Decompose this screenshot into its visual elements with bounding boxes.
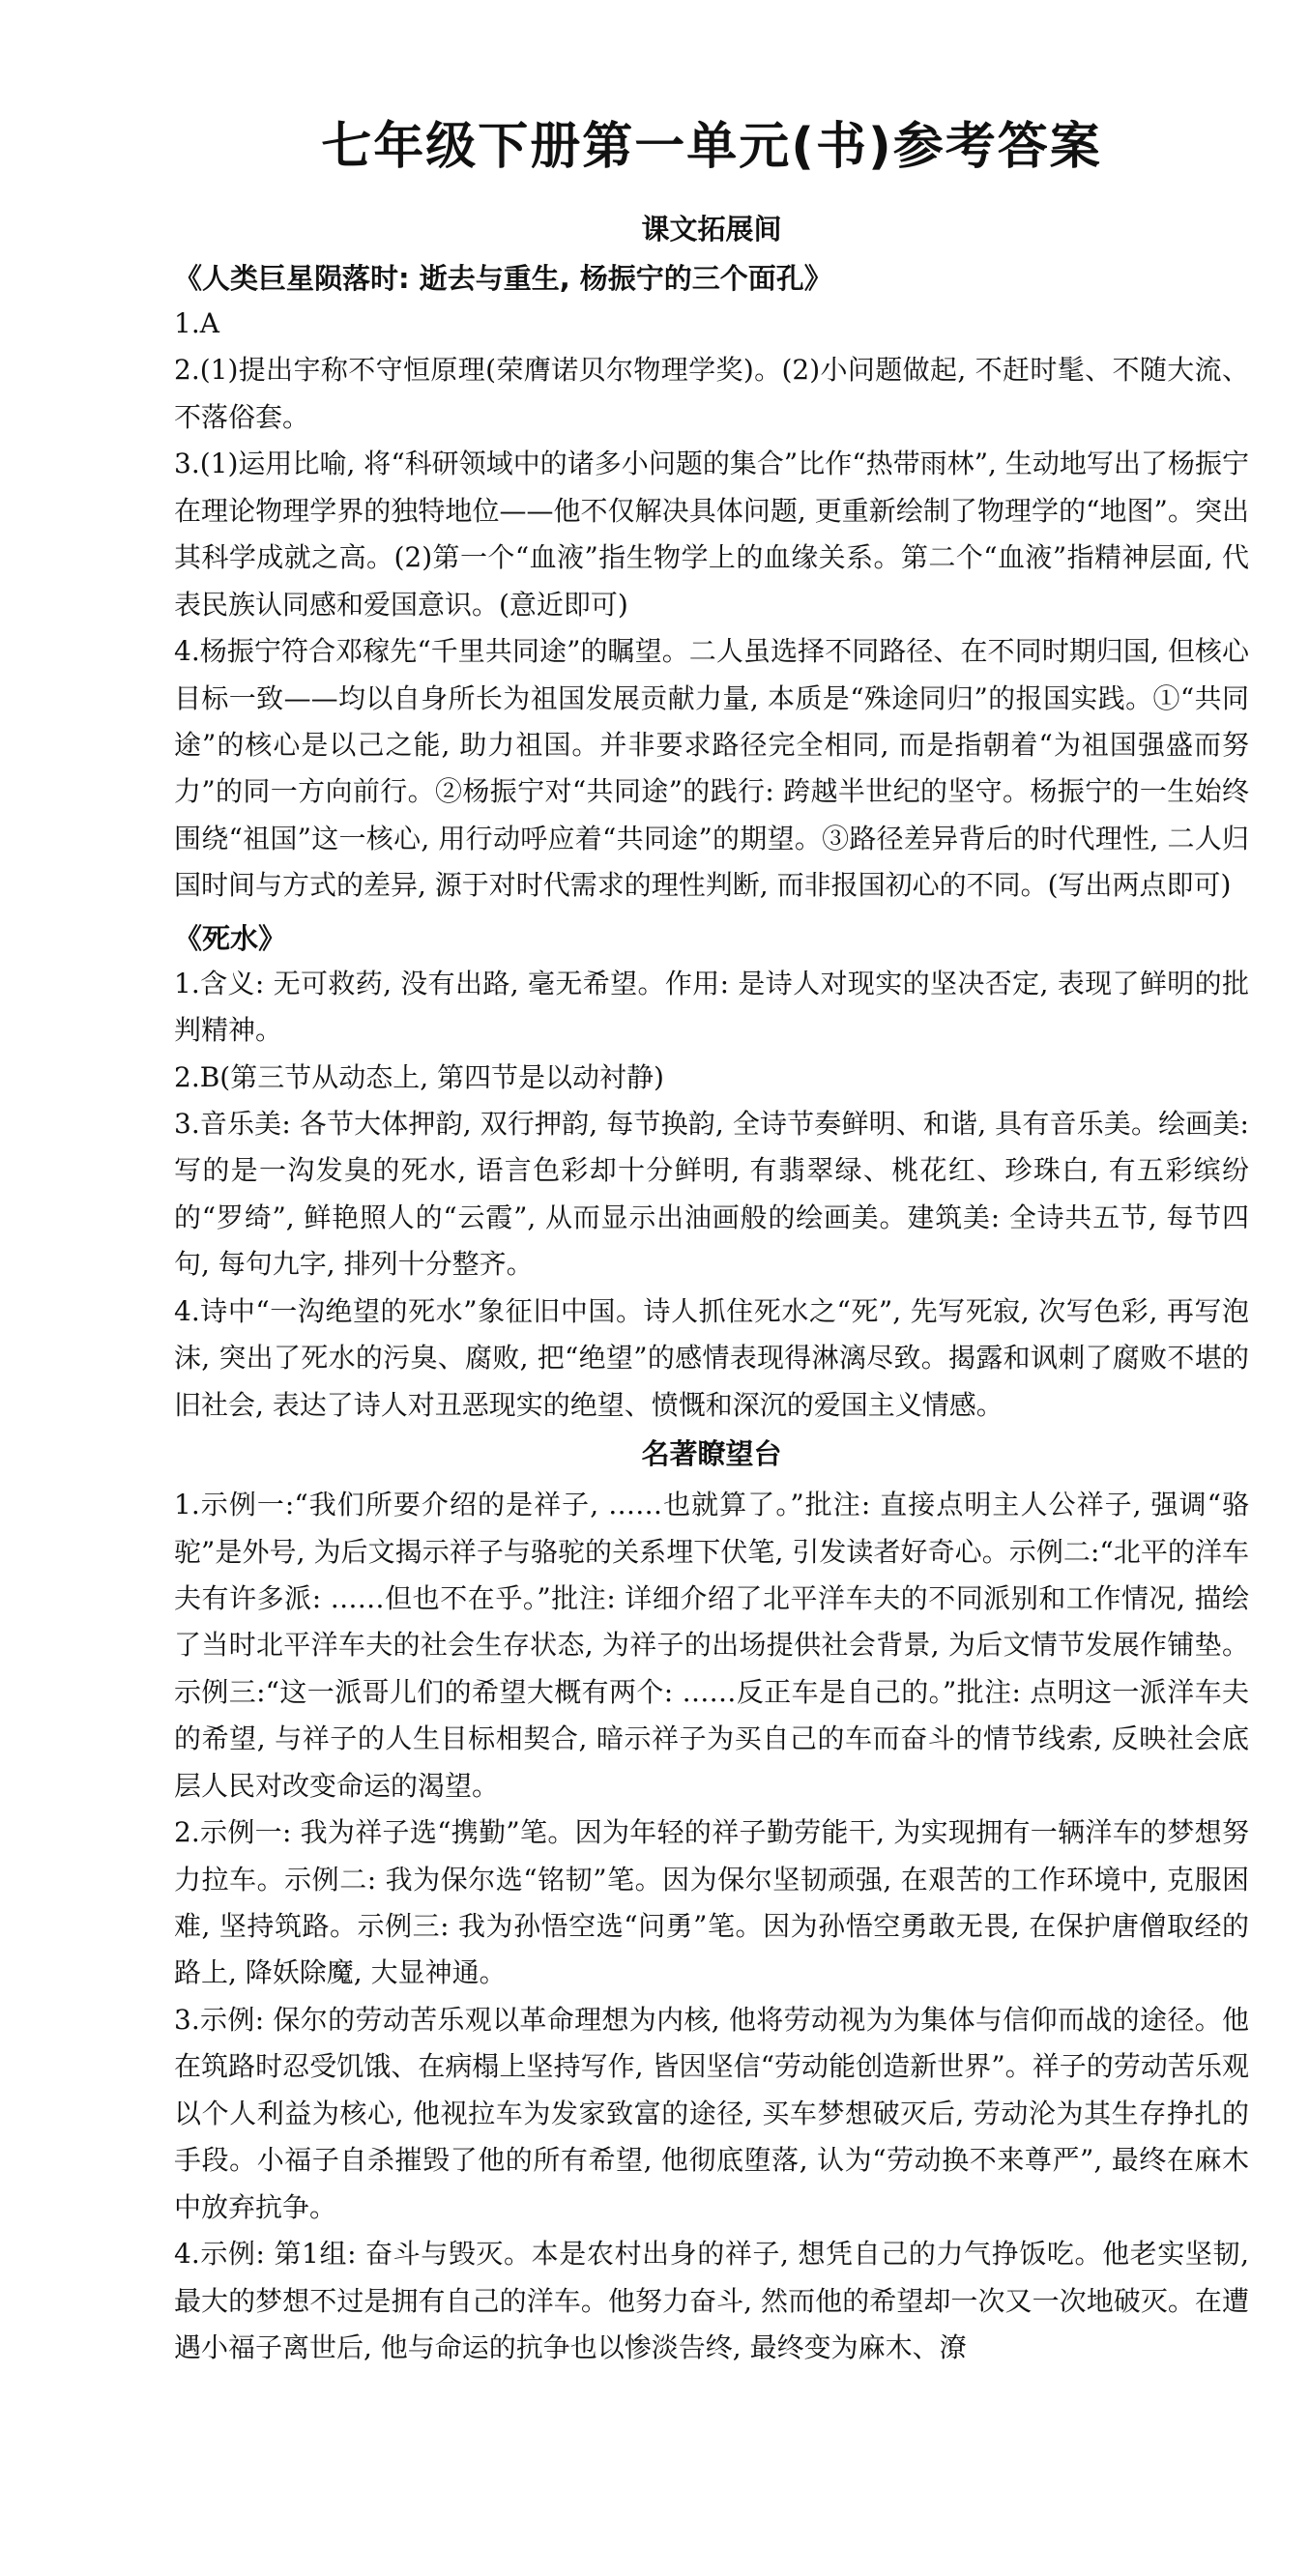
answer-item: 1.A — [174, 307, 219, 339]
answer-item: 1.含义: 无可救药, 没有出路, 毫无希望。作用: 是诗人对现实的坚决否定, 表现了鲜明的批判精神。 — [174, 967, 1249, 1047]
section-heading-classics: 名著瞭望台 — [641, 1437, 782, 1471]
answer-item: 1.示例一:“我们所要介绍的是祥子, ……也就算了。”批注: 直接点明主人公祥子, 强调“骆驼”是外号, 为后文揭示祥子与骆驼的关系埋下伏笔, 引发读者好奇心。示例二:“北平的洋车夫有许多派: ……但也不在乎。”批注: 详细介绍了北平洋车夫的不同派别和工作情况, 描绘了当时北平洋车夫的社会生存状态, 为祥子的出场提供社会背景, 为后文情节发展作铺垫。示例三:“这一派哥儿们的希望大概有两个: ……反正车是自己的。”批注: 点明这一派洋车夫的希望, 与祥子的人生目标相契合, 暗示祥子为买自己的车而奋斗的情节线索, 反映社会底层人民对改变命运的渴望。 — [174, 1489, 1249, 1802]
answer-item: 4.杨振宁符合邓稼先“千里共同途”的瞩望。二人虽选择不同路径、在不同时期归国, 但核心目标一致——均以自身所长为祖国发展贡献力量, 本质是“殊途同归”的报国实践。①“共同途”的核心是以己之能, 助力祖国。并非要求路径完全相同, 而是指朝着“为祖国强盛而努力”的同一方向前行。②杨振宁对“共同途”的践行: 跨越半世纪的坚守。杨振宁的一生始终围绕“祖国”这一核心, 用行动呼应着“共同途”的期望。③路径差异背后的时代理性, 二人归国时间与方式的差异, 源于对时代需求的理性判断, 而非报国初心的不同。(写出两点即可) — [174, 635, 1249, 902]
answer-item: 2.(1)提出宇称不守恒原理(荣膺诺贝尔物理学奖)。(2)小问题做起, 不赶时髦、不随大流、不落俗套。 — [174, 354, 1249, 433]
section-heading-extension: 课文拓展间 — [641, 213, 782, 246]
answer-item: 2.B(第三节从动态上, 第四节是以动衬静) — [174, 1060, 664, 1093]
answer-item: 4.示例: 第1组: 奋斗与毁灭。本是农村出身的祥子, 想凭自己的力气挣饭吃。他老实坚韧, 最大的梦想不过是拥有自己的洋车。他努力奋斗, 然而他的希望却一次又一次地破灭。在遭遇小福子离世后, 他与命运的抗争也以惨淡告终, 最终变为麻木、潦 — [174, 2238, 1249, 2363]
article-title-sishui: 《死水》 — [174, 921, 287, 955]
answer-item: 2.示例一: 我为祥子选“携勤”笔。因为年轻的祥子勤劳能干, 为实现拥有一辆洋车的梦想努力拉车。示例二: 我为保尔选“铭韧”笔。因为保尔坚韧顽强, 在艰苦的工作环境中, 克服困难, 坚持筑路。示例三: 我为孙悟空选“问勇”笔。因为孙悟空勇敢无畏, 在保护唐僧取经的路上, 降妖除魔, 大显神通。 — [174, 1816, 1249, 1989]
answer-item: 4.诗中“一沟绝望的死水”象征旧中国。诗人抓住死水之“死”, 先写死寂, 次写色彩, 再写泡沫, 突出了死水的污臭、腐败, 把“绝望”的感情表现得淋漓尽致。揭露和讽刺了腐败不堪的旧社会, 表达了诗人对丑恶现实的绝望、愤慨和深沉的爱国主义情感。 — [174, 1294, 1249, 1421]
answer-item: 3.(1)运用比喻, 将“科研领域中的诸多小问题的集合”比作“热带雨林”, 生动地写出了杨振宁在理论物理学界的独特地位——他不仅解决具体问题, 更重新绘制了物理学的“地图”。突出其科学成就之高。(2)第一个“血液”指生物学上的血缘关系。第二个“血液”指精神层面, 代表民族认同感和爱国意识。(意近即可) — [174, 448, 1249, 621]
page-title: 七年级下册第一单元(书)参考答案 — [321, 118, 1102, 176]
article-title-yang: 《人类巨星陨落时: 逝去与重生, 杨振宁的三个面孔》 — [174, 262, 832, 295]
answer-item: 3.示例: 保尔的劳动苦乐观以革命理想为内核, 他将劳动视为为集体与信仰而战的途径。他在筑路时忍受饥饿、在病榻上坚持写作, 皆因坚信“劳动能创造新世界”。祥子的劳动苦乐观以个人利益为核心, 他视拉车为发家致富的途径, 买车梦想破灭后, 劳动沦为其生存挣扎的手段。小福子自杀摧毁了他的所有希望, 他彻底堕落, 认为“劳动换不来尊严”, 最终在麻木中放弃抗争。 — [174, 2003, 1249, 2223]
answer-item: 3.音乐美: 各节大体押韵, 双行押韵, 每节换韵, 全诗节奏鲜明、和谐, 具有音乐美。绘画美: 写的是一沟发臭的死水, 语言色彩却十分鲜明, 有翡翠绿、桃花红、珍珠白, 有五彩缤纷的“罗绮”, 鲜艳照人的“云霞”, 从而显示出油画般的绘画美。建筑美: 全诗共五节, 每节四句, 每句九字, 排列十分整齐。 — [174, 1108, 1249, 1281]
